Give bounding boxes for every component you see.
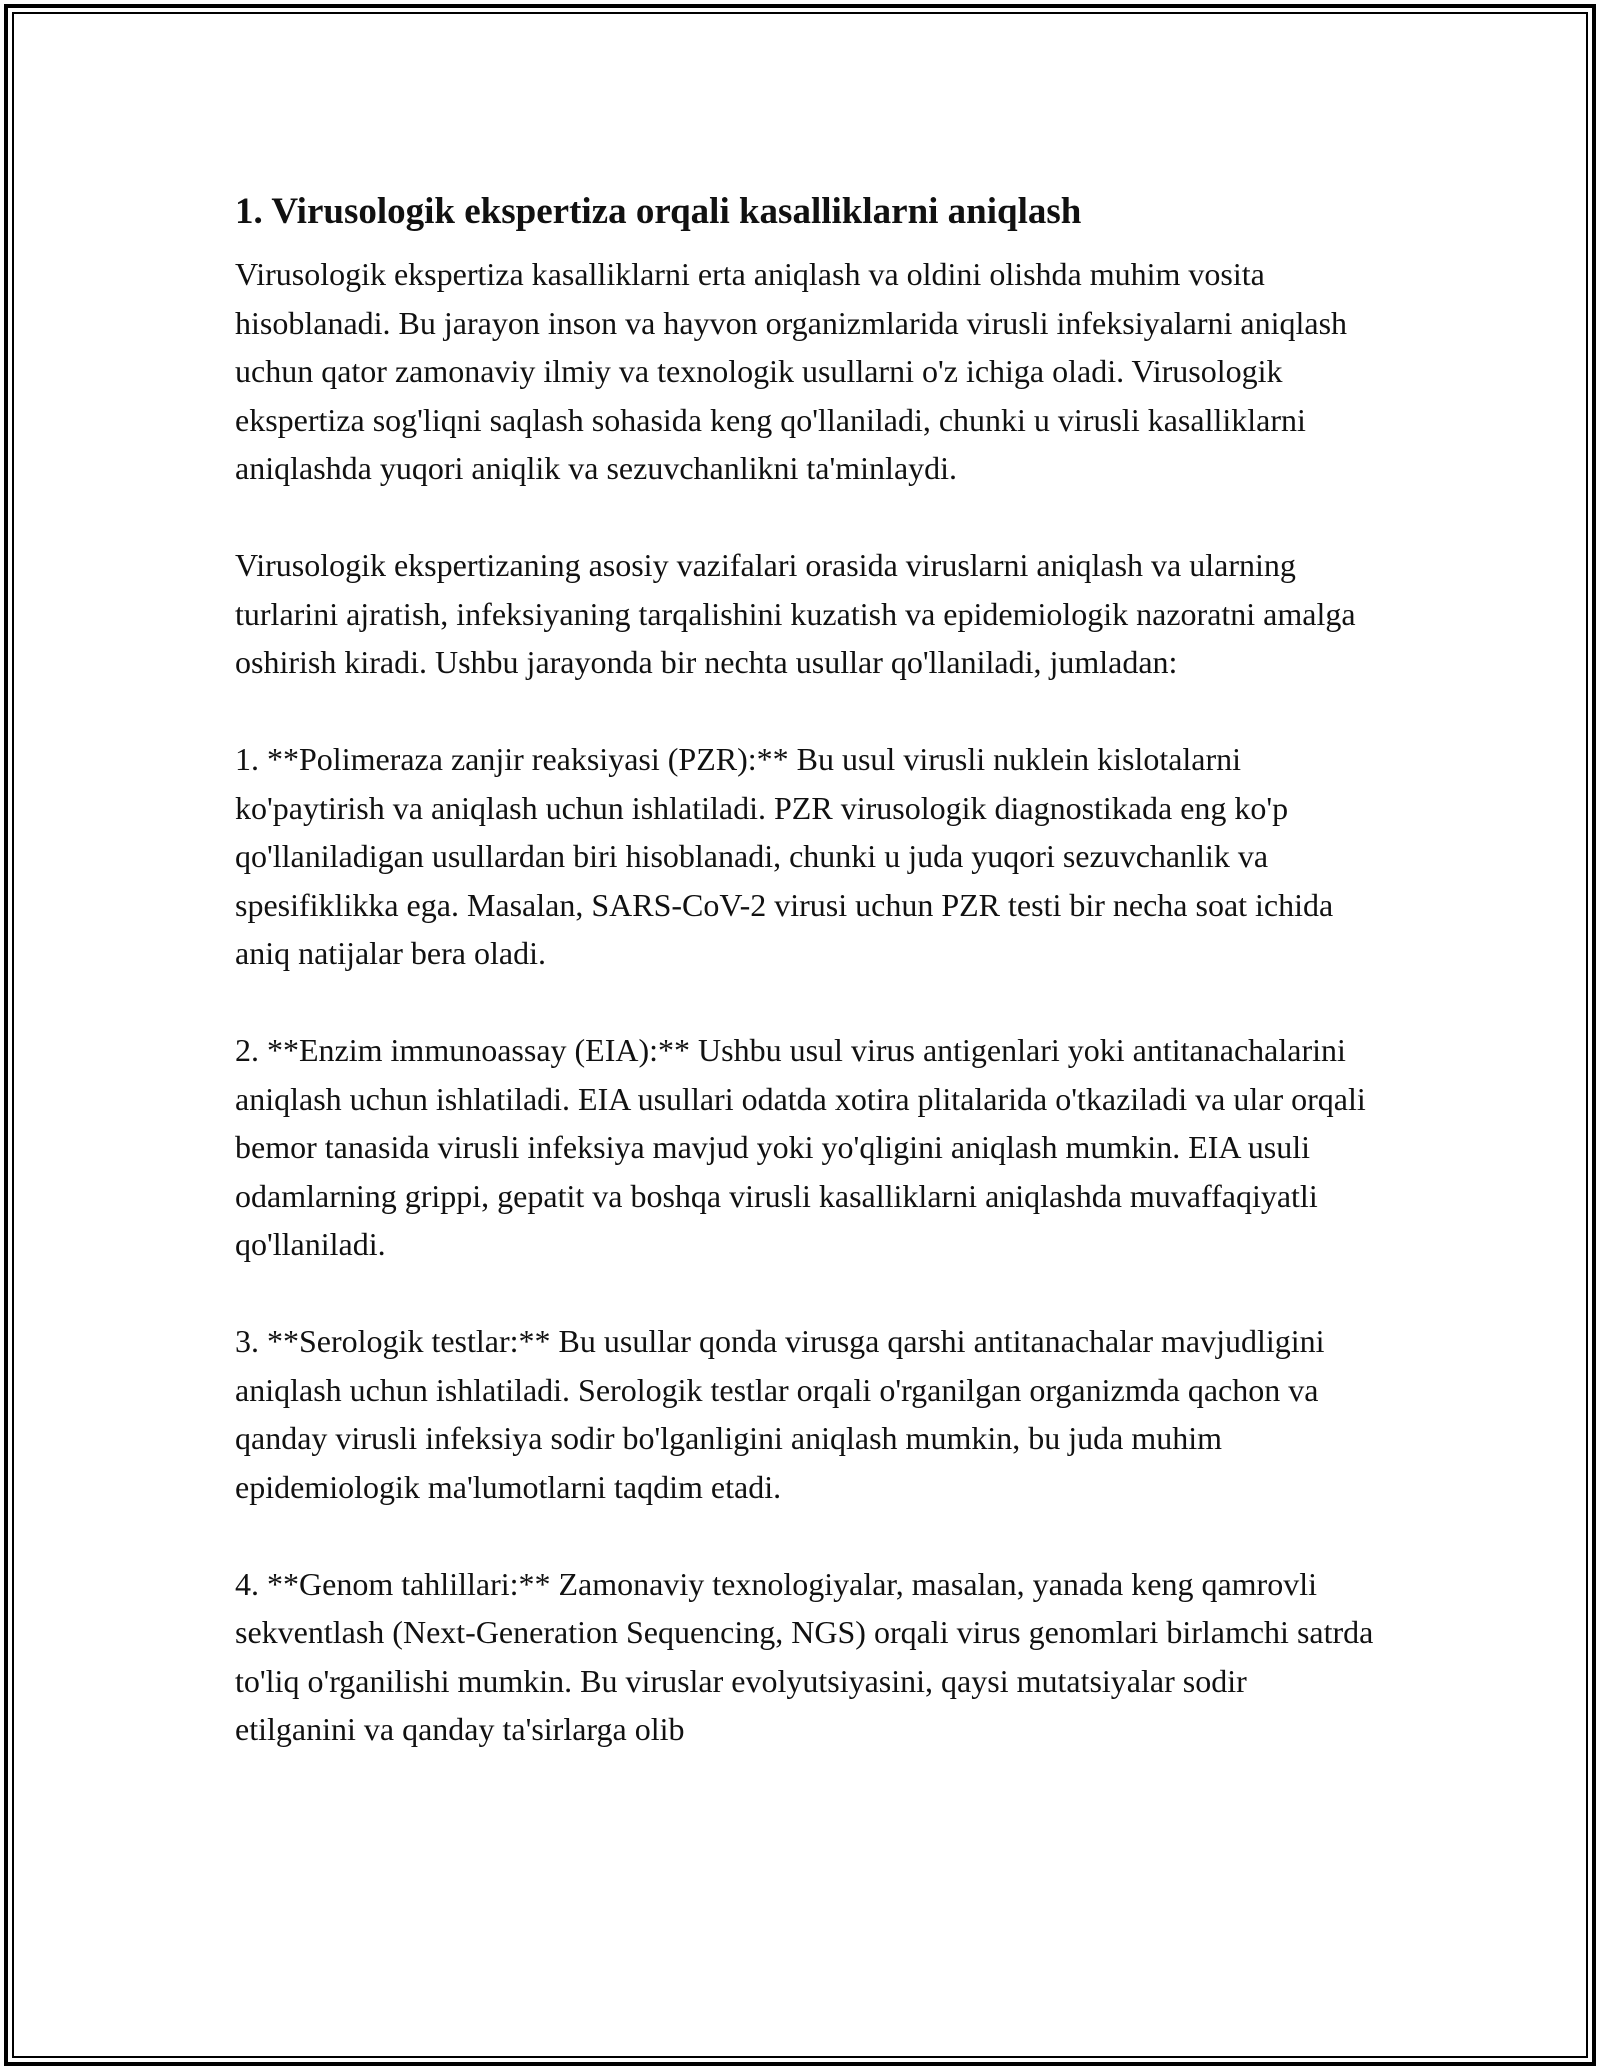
list-item-eia: 2. **Enzim immunoassay (EIA):** Ushbu usul virus antigenlari yoki antitanachalarini aniqlash uchun ishlatiladi. EIA usullari odatda xotira plitalarida o'tkaziladi va ular orqali bemor tanasida virusli infeksiya mavjud yoki yo'qligini aniqlash mumkin. EIA usuli odamlarning grippi, gepatit va boshqa virusli kasalliklarni aniqlashda muvaffaqiyatli qo'llaniladi. xyxy=(235,1032,1366,1262)
list-item-genome: 4. **Genom tahlillari:** Zamonaviy texnologiyalar, masalan, yanada keng qamrovli sekventlash (Next-Generation Sequencing, NGS) orqali virus genomlari birlamchi satrda to'liq o'rganilishi mumkin. Bu viruslar evolyutsiyasini, qaysi mutatsiyalar sodir etilganini va qanday ta'sirlarga olib xyxy=(235,1565,1374,1747)
section-heading: 1. Virusologik ekspertiza orqali kasalliklarni aniqlash xyxy=(235,191,1082,232)
paragraph-tasks: Virusologik ekspertizaning asosiy vazifalari orasida viruslarni aniqlash va ularning turlarini ajratish, infeksiyaning tarqalishini kuzatish va epidemiologik nazoratni amalga oshirish kiradi. Ushbu jarayonda bir nechta usullar qo'llaniladi, jumladan: xyxy=(235,547,1356,680)
list-item-serology: 3. **Serologik testlar:** Bu usullar qonda virusga qarshi antitanachalar mavjudligini aniqlash uchun ishlatiladi. Serologik testlar orqali o'rganilgan organizmda qachon va qanday virusli infeksiya sodir bo'lganligini aniqlash mumkin, bu juda muhim epidemiologik ma'lumotlarni taqdim etadi. xyxy=(235,1323,1325,1505)
paragraph-intro: Virusologik ekspertiza kasalliklarni erta aniqlash va oldini olishda muhim vosita hisoblanadi. Bu jarayon inson va hayvon organizmlarida virusli infeksiyalarni aniqlash uchun qator zamonaviy ilmiy va texnologik usullarni o'z ichiga oladi. Virusologik ekspertiza sog'liqni saqlash sohasida keng qo'llaniladi, chunki u virusli kasalliklarni aniqlashda yuqori aniqlik va sezuvchanlikni ta'minlaydi. xyxy=(235,256,1348,486)
document-body xyxy=(235,188,1375,1754)
list-item-pzr: 1. **Polimeraza zanjir reaksiyasi (PZR):** Bu usul virusli nuklein kislotalarni ko'paytirish va aniqlash uchun ishlatiladi. PZR virusologik diagnostikada eng ko'p qo'llaniladigan usullardan biri hisoblanadi, chunki u juda yuqori sezuvchanlik va spesifiklikka ega. Masalan, SARS-CoV-2 virusi uchun PZR testi bir necha soat ichida aniq natijalar bera oladi. xyxy=(235,741,1334,971)
